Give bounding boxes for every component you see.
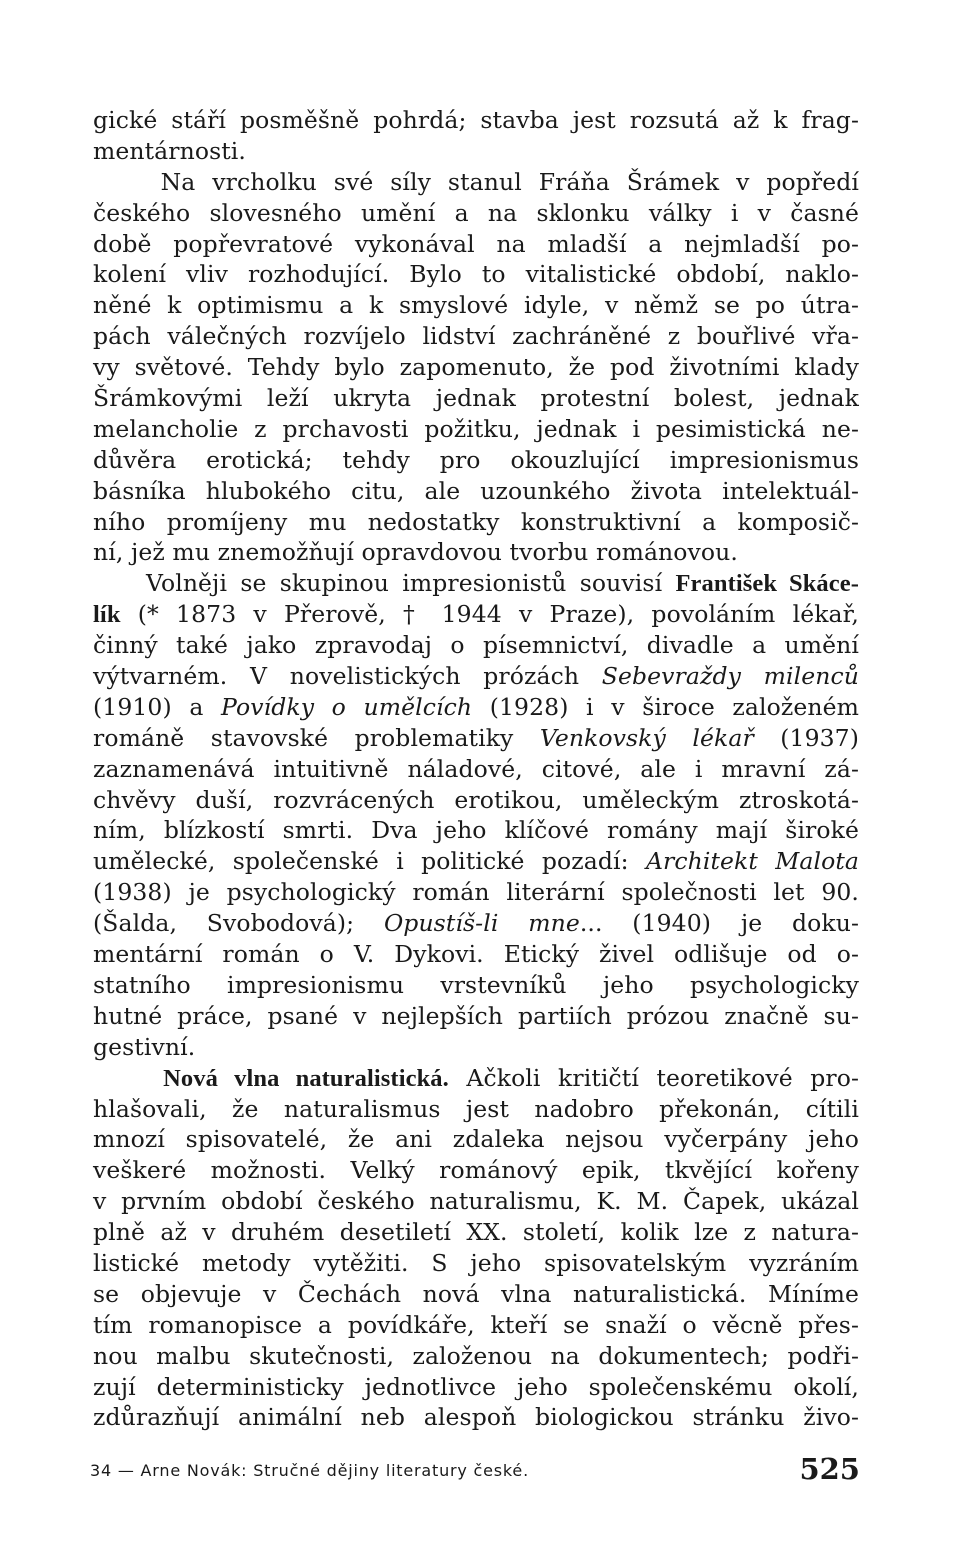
text-line	[93, 1248, 859, 1279]
text-line	[93, 259, 859, 290]
book-title: Venkovský lékař	[539, 723, 754, 752]
text-line	[93, 692, 859, 723]
text-line	[93, 507, 859, 538]
text-line	[93, 846, 859, 877]
text-run: kolení vliv rozhodující. Bylo to vitalistické období, naklo-	[93, 260, 859, 289]
text-run: výtvarném. V novelistických prózách	[93, 662, 602, 691]
text-run: Na vrcholku své síly stanul Fráňa Šrámek v popředí	[93, 167, 859, 196]
text-line	[93, 105, 859, 136]
text-run: vy světové. Tehdy bylo zapomenuto, že pod životními klady	[93, 353, 859, 382]
text-line	[93, 414, 859, 445]
text-run: něné k optimismu a k smyslové idyle, v němž se po útra-	[93, 291, 859, 320]
text-run: gické stáří posměšně pohrdá; stavba jest rozsutá až k frag-	[93, 106, 859, 134]
book-title: Sebevraždy milenců	[601, 662, 859, 691]
text-line	[93, 908, 859, 939]
bold-term: František Skáce-	[675, 570, 859, 598]
text-run: básníka hlubokého citu, ale uzounkého života intelektuál-	[93, 476, 859, 505]
book-title: Povídky o umělcích	[221, 692, 473, 721]
text-line	[93, 1402, 859, 1433]
text-run: plně až v druhém desetiletí XX. století, kolik lze z natura-	[93, 1218, 859, 1247]
text-run: listické metody vytěžiti. S jeho spisovatelským vyzráním	[93, 1248, 859, 1277]
text-line	[93, 445, 859, 476]
text-run: nou malbu skutečnosti, založenou na dokumentech; podři-	[93, 1341, 859, 1370]
text-run: hutné práce, psané v nejlepších partiích prózou značně su-	[93, 1001, 859, 1030]
book-title: Opustíš-li mne	[383, 909, 580, 938]
text-run: se objevuje v Čechách nová vlna naturalistická. Míníme	[93, 1279, 859, 1308]
body-text	[93, 105, 859, 1433]
bold-term: Nová vlna naturalistická.	[163, 1064, 449, 1092]
text-run: zdůrazňují animální neb alespoň biologickou stránku živo-	[93, 1403, 859, 1432]
text-run: pách válečných rozvíjelo lidství zachráněné z bouřlivé vřa-	[93, 322, 859, 351]
text-line	[93, 661, 859, 692]
text-line	[93, 1372, 859, 1403]
text-run: v prvním období českého naturalismu, K. M. Čapek, ukázal	[93, 1187, 859, 1216]
text-line	[93, 1341, 859, 1372]
text-run: ní, jež mu znemožňují opravdovou tvorbu románovou.	[93, 538, 738, 567]
book-title: Architekt Malota	[645, 847, 860, 876]
text-run: ... (1940) je doku-	[579, 909, 859, 938]
signature-line: 34 — Arne Novák: Stručné dějiny literatury české.	[90, 1461, 529, 1480]
text-line	[93, 630, 859, 661]
text-run: ního promíjeny mu nedostatky konstruktivní a komposič-	[93, 507, 859, 536]
text-run: melancholie z prchavosti požitku, jednak i pesimistická ne-	[93, 414, 859, 443]
text-line	[93, 723, 859, 754]
text-run: hlašovali, že naturalismus jest nadobro překonán, cítili	[93, 1094, 859, 1123]
text-run: českého slovesného umění a na sklonku války i v časné	[93, 198, 859, 227]
text-run: době popřevratové vykonával na mladší a nejmladší po-	[93, 229, 859, 258]
text-line	[93, 939, 859, 970]
text-line	[93, 321, 859, 352]
text-line	[93, 1279, 859, 1310]
text-line	[93, 785, 859, 816]
text-run: (Šalda, Svobodová);	[93, 909, 384, 938]
text-run: mnozí spisovatelé, že ani zdaleka nejsou vyčerpány jeho	[93, 1125, 859, 1154]
text-run: Volněji se skupinou impresionistů souvisí	[93, 569, 676, 598]
text-line	[93, 599, 859, 630]
text-run: (1938) je psychologický román literární společnosti let 90.	[93, 878, 859, 907]
text-line	[93, 290, 859, 321]
text-line	[93, 877, 859, 908]
text-line	[93, 1032, 859, 1063]
text-run	[93, 1064, 163, 1092]
text-line	[93, 476, 859, 507]
text-line	[93, 754, 859, 785]
text-run: zují deterministicky jednotlivce jeho společenskému okolí,	[93, 1372, 859, 1401]
text-line	[93, 167, 859, 198]
text-run: zaznamenává intuitivně náladové, citové, ale i mravní zá-	[93, 754, 859, 783]
text-run: románě stavovské problematiky	[93, 723, 540, 752]
text-line	[93, 970, 859, 1001]
text-run: umělecké, společenské i politické pozadí:	[93, 847, 646, 876]
text-run: mentární román o V. Dykovi. Etický živel odlišuje od o-	[93, 940, 859, 969]
text-line	[93, 1124, 859, 1155]
text-run: gestivní.	[93, 1032, 196, 1061]
text-line	[93, 1094, 859, 1125]
text-run: (1937)	[753, 723, 859, 752]
text-run: (1910) a	[93, 692, 222, 721]
text-line	[93, 383, 859, 414]
page-footer	[90, 1452, 860, 1492]
text-run: mentárnosti.	[93, 136, 246, 165]
text-line	[93, 229, 859, 260]
text-line	[93, 352, 859, 383]
text-run: Ačkoli kritičtí teoretikové pro-	[448, 1063, 860, 1092]
text-line	[93, 815, 859, 846]
bold-term: lík	[93, 601, 121, 629]
text-run: veškeré možnosti. Velký románový epik, tkvějící kořeny	[93, 1156, 859, 1185]
text-run: (* 1873 v Přerově, † 1944 v Praze), povoláním lékař,	[120, 600, 859, 629]
text-run: statního impresionismu vrstevníků jeho psychologicky	[93, 970, 859, 999]
text-run: Šrámkovými leží ukryta jednak protestní bolest, jednak	[93, 384, 859, 413]
text-run: ním, blízkostí smrti. Dva jeho klíčové romány mají široké	[93, 816, 859, 845]
text-line	[93, 568, 859, 599]
text-line	[93, 1155, 859, 1186]
text-run: chvěvy duší, rozvrácených erotikou, uměleckým ztroskotá-	[93, 785, 859, 814]
text-line	[93, 537, 859, 568]
text-run: důvěra erotická; tehdy pro okouzlující impresionismus	[93, 445, 859, 474]
text-line	[93, 1217, 859, 1248]
text-line	[93, 1001, 859, 1032]
page-number: 525	[799, 1452, 860, 1486]
text-line	[93, 1310, 859, 1341]
text-run: činný také jako zpravodaj o písemnictví, divadle a umění	[93, 631, 859, 660]
text-line	[93, 136, 859, 167]
text-line	[93, 1063, 859, 1094]
text-line	[93, 1186, 859, 1217]
text-run: (1928) i v široce založeném	[472, 692, 859, 721]
text-line	[93, 198, 859, 229]
text-run: tím romanopisce a povídkáře, kteří se snaží o věcně přes-	[93, 1310, 859, 1339]
